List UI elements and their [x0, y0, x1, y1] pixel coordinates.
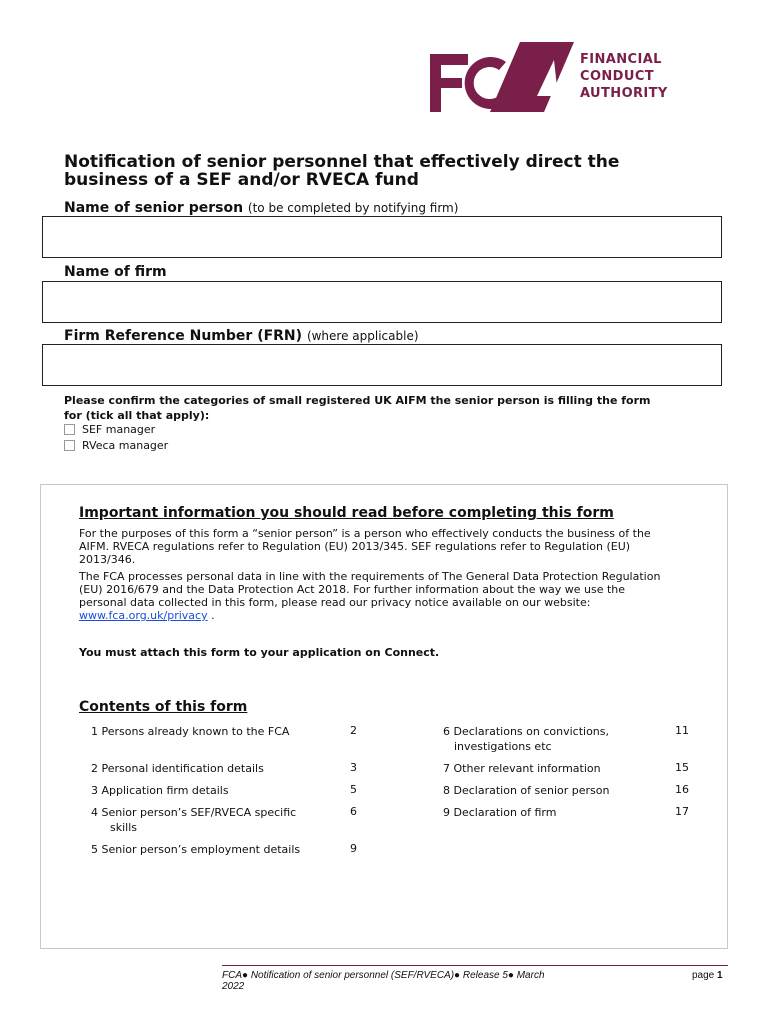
important-info-heading: Important information you should read before completing this form — [79, 505, 614, 521]
toc-item-label: 2 Personal identification details — [91, 762, 264, 775]
form-title-line-2: business of a SEF and/or RVECA fund — [64, 170, 419, 190]
firm-name-label — [64, 264, 167, 280]
frn-label — [64, 328, 419, 344]
toc-item[interactable] — [91, 724, 289, 739]
toc-item-label: 6 Declarations on convictions, — [443, 725, 609, 738]
toc-item[interactable] — [443, 724, 609, 754]
toc-item-label: 8 Declaration of senior person — [443, 784, 610, 797]
toc-item[interactable] — [91, 783, 229, 798]
form-title — [64, 153, 704, 189]
toc-item[interactable] — [91, 842, 300, 857]
toc-item-label: 7 Other relevant information — [443, 762, 601, 775]
toc-item-label: 3 Application firm details — [91, 784, 229, 797]
privacy-line-3: personal data collected in this form, please read our privacy notice available on our website: — [79, 596, 591, 609]
footer-divider — [222, 965, 728, 966]
toc-page-number: 15 — [675, 761, 689, 774]
toc-page-number: 6 — [350, 805, 357, 818]
senior-person-label — [64, 200, 458, 216]
privacy-line-1: The FCA processes personal data in line with the requirements of The General Data Protection Regulation — [79, 570, 661, 583]
frn-input[interactable] — [42, 344, 722, 386]
toc-item[interactable] — [443, 805, 556, 820]
toc-item-label-cont: skills — [110, 821, 138, 834]
attach-instruction: You must attach this form to your application on Connect. — [79, 646, 440, 659]
toc-item[interactable] — [91, 805, 296, 835]
senior-person-definition — [79, 527, 699, 566]
toc-page-number: 17 — [675, 805, 689, 818]
senior-person-input[interactable] — [42, 216, 722, 258]
privacy-link-suffix: . — [207, 609, 215, 622]
definition-line-1: For the purposes of this form a “senior person” is a person who effectively conducts the business of the — [79, 527, 651, 540]
toc-page-number: 5 — [350, 783, 357, 796]
toc-item-label: 4 Senior person’s SEF/RVECA specific — [91, 806, 297, 819]
senior-person-label-text: Name of senior person — [64, 200, 244, 216]
frn-hint: (where applicable) — [306, 329, 419, 343]
toc-page-number: 16 — [675, 783, 689, 796]
definition-line-2: AIFM. RVECA regulations refer to Regulation (EU) 2013/345. SEF regulations refer to Regulation (EU) — [79, 540, 631, 553]
toc-item-label: 1 Persons already known to the FCA — [91, 725, 290, 738]
sef-manager-option[interactable] — [64, 423, 155, 436]
logo-line-authority: AUTHORITY — [580, 86, 668, 101]
category-question — [64, 393, 704, 423]
toc-page-number: 11 — [675, 724, 689, 737]
logo-line-financial: FINANCIAL — [580, 52, 662, 67]
page-number — [692, 970, 723, 981]
privacy-line-2: (EU) 2016/679 and the Data Protection Act 2018. For further information about the way we use the — [79, 583, 626, 596]
firm-name-input[interactable] — [42, 281, 722, 323]
senior-person-hint: (to be completed by notifying firm) — [247, 201, 459, 215]
sef-manager-checkbox[interactable] — [64, 424, 75, 435]
toc-item-label: 9 Declaration of firm — [443, 806, 557, 819]
category-question-line-1: Please confirm the categories of small registered UK AIFM the senior person is filling the form — [64, 394, 651, 407]
toc-page-number: 9 — [350, 842, 357, 855]
frn-label-text: Firm Reference Number (FRN) — [64, 328, 303, 344]
toc-item-label-cont: investigations etc — [454, 740, 552, 753]
fca-logo — [428, 38, 688, 114]
toc-item-label: 5 Senior person’s employment details — [91, 843, 301, 856]
contents-heading: Contents of this form — [79, 699, 248, 715]
fca-logo-wordmark — [580, 51, 668, 102]
rveca-manager-option[interactable] — [64, 439, 168, 452]
page-prefix: page — [692, 970, 718, 981]
fca-logo-mark — [428, 38, 574, 114]
toc-page-number: 2 — [350, 724, 357, 737]
toc-item[interactable] — [443, 761, 601, 776]
category-question-line-2: for (tick all that apply): — [64, 409, 210, 422]
logo-line-conduct: CONDUCT — [580, 69, 655, 84]
form-title-line-1: Notification of senior personnel that effectively direct the — [64, 152, 620, 172]
rveca-manager-checkbox[interactable] — [64, 440, 75, 451]
toc-item[interactable] — [91, 761, 264, 776]
toc-item[interactable] — [443, 783, 610, 798]
sef-manager-label: SEF manager — [82, 423, 156, 436]
privacy-paragraph — [79, 570, 699, 622]
toc-page-number: 3 — [350, 761, 357, 774]
privacy-link[interactable]: www.fca.org.uk/privacy — [79, 609, 208, 622]
definition-line-3: 2013/346. — [79, 553, 136, 566]
firm-name-label-text: Name of firm — [64, 264, 167, 280]
page-number-value: 1 — [717, 970, 723, 981]
footer-text: FCA● Notification of senior personnel (SEF/RVECA)● Release 5● March 2022 — [222, 970, 545, 992]
rveca-manager-label: RVeca manager — [82, 439, 169, 452]
